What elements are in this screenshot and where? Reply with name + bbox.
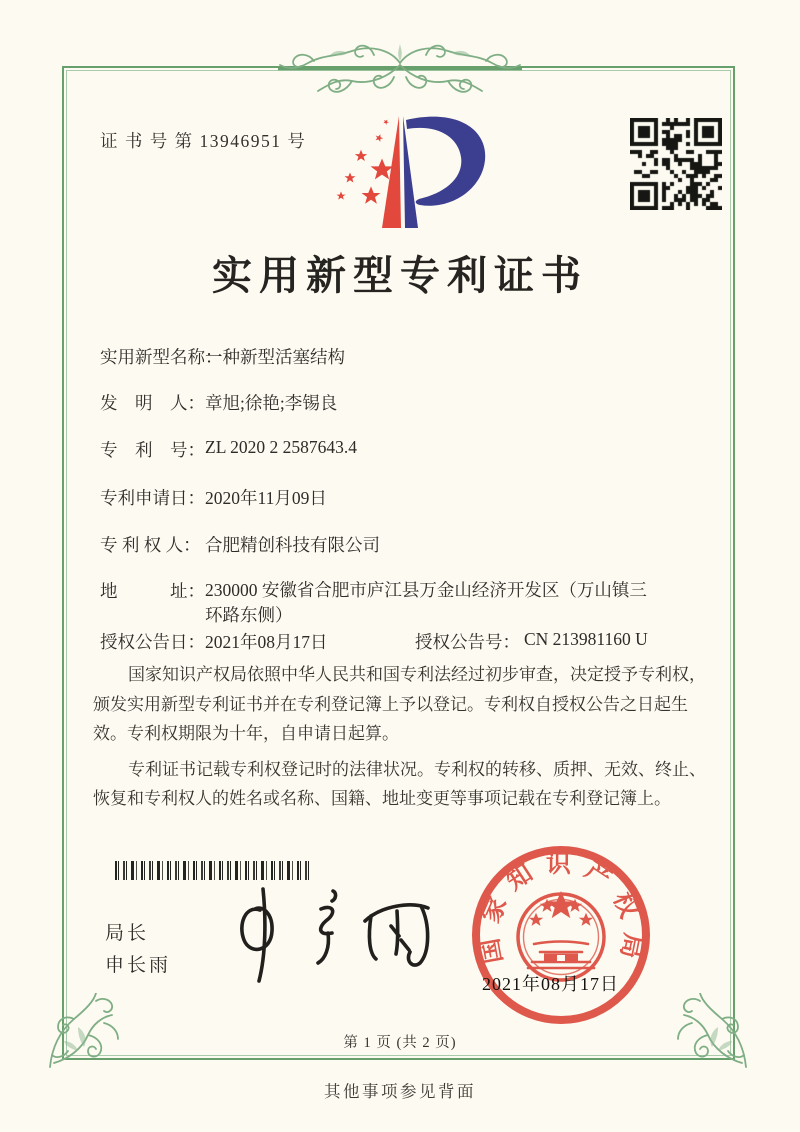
certificate-number: 证 书 号 第 13946951 号 [100, 131, 307, 151]
national-emblem-icon [518, 891, 604, 980]
qr-code [630, 118, 722, 210]
field-value: CN 213981160 U [524, 629, 648, 649]
field-label: 地 址： [100, 581, 205, 601]
field-label: 授权公告日： [100, 632, 205, 652]
field-row-inventors [0, 390, 800, 414]
field-row-utility-model-name [0, 344, 800, 368]
handwritten-signature [215, 878, 445, 993]
field-label: 授权公告号： [415, 632, 520, 652]
field-label: 专利申请日： [100, 488, 205, 508]
field-value: 章旭;徐艳;李锡良 [205, 393, 338, 413]
field-row-patent-number [0, 437, 800, 461]
field-row-address [0, 578, 800, 630]
legal-text-block [93, 660, 713, 814]
field-label: 发 明 人： [100, 393, 205, 413]
field-value: 一种新型活塞结构 [205, 347, 345, 367]
field-value: 合肥精创科技有限公司 [205, 535, 380, 555]
page-number: 第 1 页 (共 2 页) [343, 1035, 457, 1051]
field-value: ZL 2020 2 2587643.4 [205, 437, 357, 457]
field-row-filing-date [0, 485, 800, 509]
cnipa-logo-icon [330, 108, 525, 236]
certificate-title: 实用新型专利证书 [212, 253, 588, 298]
back-side-note: 其他事项参见背面 [324, 1082, 476, 1101]
commissioner-title: 局长 [105, 923, 150, 944]
field-value: 230000 安徽省合肥市庐江县万金山经济开发区（万山镇三环路东侧） [205, 580, 647, 625]
field-value: 2021年08月17日 [205, 632, 328, 652]
field-row-patentee [0, 532, 800, 556]
field-label: 专 利 号： [100, 440, 205, 460]
commissioner-name: 申长雨 [105, 955, 172, 976]
seal-ring-text: 国家知识产权局 [475, 850, 647, 967]
seal-date: 2021年08月17日 [482, 974, 619, 994]
legal-paragraph-grant: 国家知识产权局依照中华人民共和国专利法经过初步审查，决定授予专利权，颁发实用新型专利证书并在专利登记簿上予以登记。专利权自授权公告之日起生效。专利权期限为十年，自申请日起算。 [93, 665, 706, 743]
field-value: 2020年11月09日 [205, 488, 327, 508]
legal-paragraph-register: 专利证书记载专利权登记时的法律状况。专利权的转移、质押、无效、终止、恢复和专利权人的姓名或名称、国籍、地址变更等事项记载在专利登记簿上。 [93, 759, 706, 808]
field-label: 实用新型名称： [100, 347, 223, 367]
cnipa-official-seal [466, 840, 656, 1030]
field-label: 专 利 权 人： [100, 535, 201, 555]
field-row-grant-date-and-number [0, 629, 800, 653]
